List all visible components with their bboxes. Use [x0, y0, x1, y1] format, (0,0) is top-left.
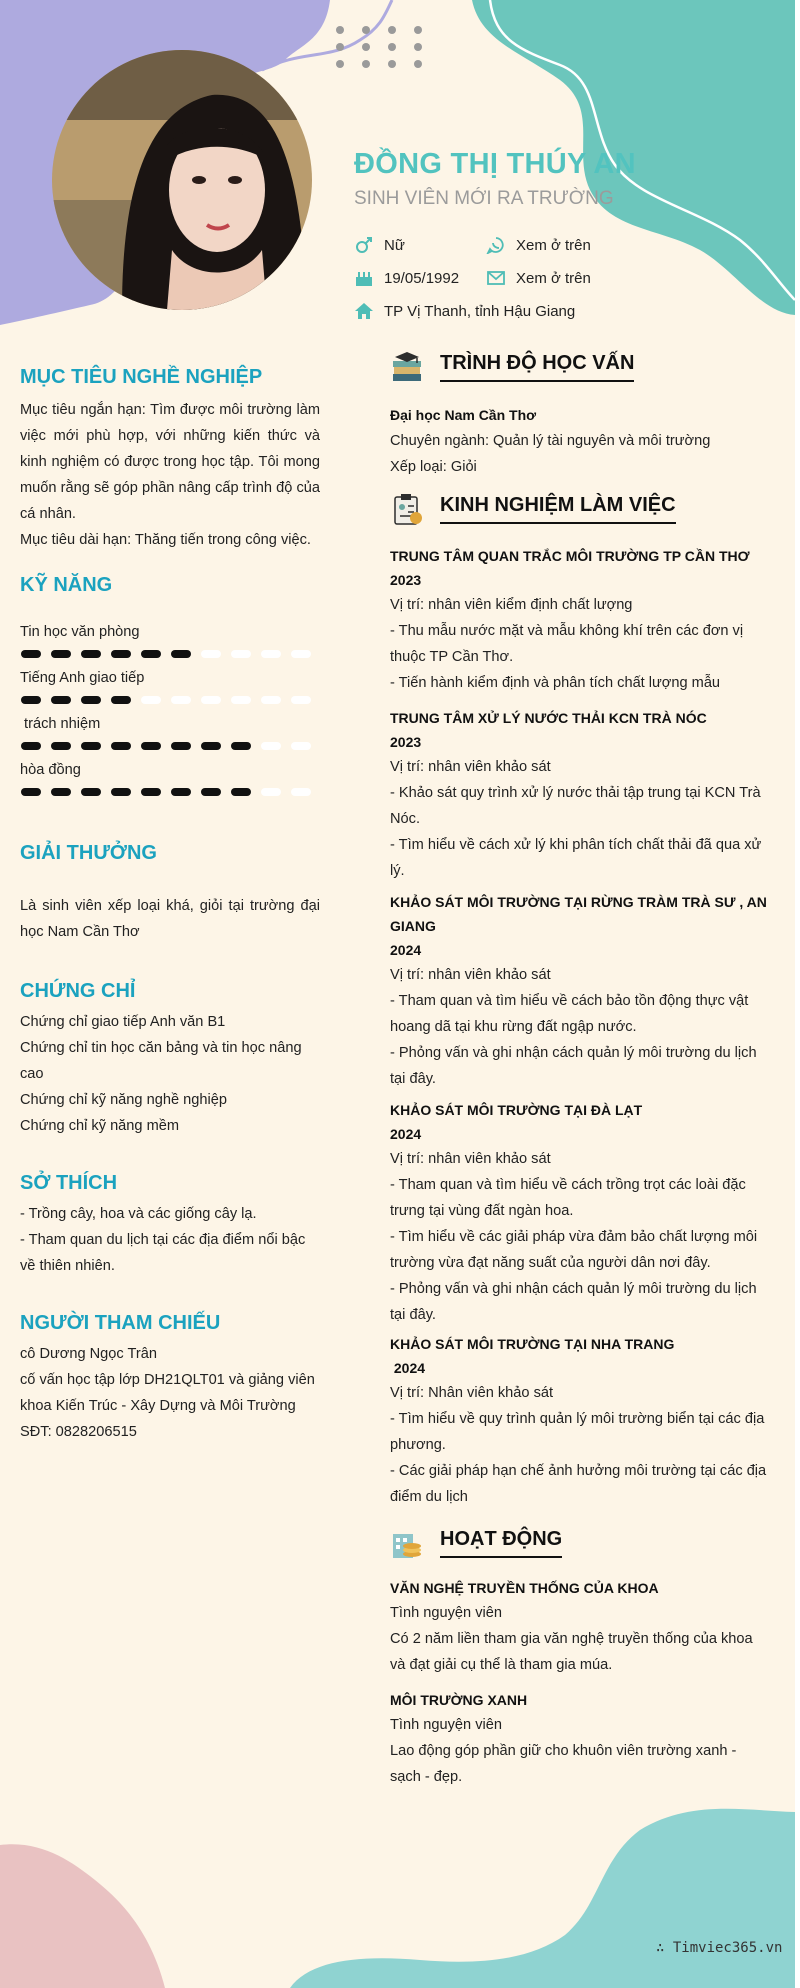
skill-dash-filled — [171, 742, 191, 750]
skill-dash-empty — [261, 650, 281, 658]
skill-dash-filled — [81, 696, 101, 704]
candidate-name: ĐỒNG THỊ THÚY AN — [354, 148, 636, 180]
reference-title: NGƯỜI THAM CHIẾU — [20, 1312, 221, 1334]
skill-dash-filled — [141, 788, 161, 796]
skill-dash-empty — [141, 696, 161, 704]
birthday-text: 19/05/1992 — [384, 269, 460, 287]
reference-line: cô Dương Ngọc Trân — [20, 1346, 157, 1362]
skill-dash-empty — [171, 696, 191, 704]
job-position: Vị trí: nhân viên khảo sát — [390, 1151, 551, 1167]
education-body — [390, 402, 768, 480]
phone-info — [486, 236, 591, 254]
coins-icon — [390, 1526, 424, 1560]
skill-dash-filled — [21, 788, 41, 796]
reference-section — [20, 1312, 320, 1445]
phone-text: Xem ở trên — [516, 236, 591, 254]
email-info — [486, 269, 591, 287]
skill-item — [20, 716, 320, 756]
skill-dash-empty — [291, 788, 311, 796]
skill-dash-filled — [81, 742, 101, 750]
job-task: - Tìm hiểu về cách xử lý khi phân tích chất thải đã qua xử lý. — [390, 837, 762, 879]
skill-dash-empty — [261, 742, 281, 750]
skill-dash-empty — [261, 696, 281, 704]
skill-dash-filled — [201, 788, 221, 796]
job-task: - Tiến hành kiểm định và phân tích chất lượng mẫu — [390, 675, 721, 691]
skill-dash-filled — [171, 788, 191, 796]
activity-desc: Có 2 năm liền tham gia văn nghệ truyền thống của khoa và đạt giải cụ thể là tham gia múa. — [390, 1631, 753, 1673]
skill-dash-empty — [291, 696, 311, 704]
reference-line: SĐT: 0828206515 — [20, 1424, 137, 1440]
job-entry — [390, 1098, 768, 1328]
job-company: KHẢO SÁT MÔI TRƯỜNG TẠI ĐÀ LẠT — [390, 1102, 643, 1118]
activities-heading — [390, 1526, 562, 1560]
skill-dash-filled — [21, 742, 41, 750]
skill-dash-filled — [81, 650, 101, 658]
job-year: 2023 — [390, 734, 422, 750]
gender-icon — [354, 236, 374, 254]
job-position: Vị trí: Nhân viên khảo sát — [390, 1385, 554, 1401]
job-task: - Tìm hiểu về quy trình quản lý môi trường biển tại các địa phương. — [390, 1411, 765, 1453]
certificate-item: Chứng chỉ kỹ năng nghề nghiệp — [20, 1092, 227, 1108]
job-year: 2024 — [390, 1360, 426, 1376]
address-info — [354, 302, 575, 320]
job-entry — [390, 1332, 768, 1510]
job-year: 2023 — [390, 572, 422, 588]
job-year: 2024 — [390, 942, 422, 958]
skill-label: trách nhiệm — [20, 716, 101, 732]
skill-level-bar — [20, 648, 320, 660]
activity-entry — [390, 1688, 768, 1790]
activity-entry — [390, 1576, 768, 1678]
job-task: - Tham quan và tìm hiểu về cách trồng trọt các loài đặc trưng tại vùng đất ngàn hoa. — [390, 1177, 746, 1219]
skill-dash-filled — [21, 650, 41, 658]
gender-text: Nữ — [384, 236, 405, 254]
profile-photo — [52, 50, 312, 310]
job-company: KHẢO SÁT MÔI TRƯỜNG TẠI NHA TRANG — [390, 1336, 675, 1352]
job-position: Vị trí: nhân viên kiểm định chất lượng — [390, 597, 633, 613]
skill-level-bar — [20, 740, 320, 752]
education-school: Đại học Nam Cần Thơ — [390, 407, 537, 423]
job-position: Vị trí: nhân viên khảo sát — [390, 967, 551, 983]
skill-level-bar — [20, 786, 320, 798]
experience-title: KINH NGHIỆM LÀM VIỆC — [440, 494, 676, 524]
skill-dash-filled — [21, 696, 41, 704]
job-company: KHẢO SÁT MÔI TRƯỜNG TẠI RỪNG TRÀM TRÀ SƯ , AN GIANG — [390, 894, 767, 934]
skills-section — [20, 574, 320, 597]
skill-dash-filled — [231, 742, 251, 750]
skill-dash-filled — [51, 788, 71, 796]
awards-section — [20, 842, 320, 945]
books-icon — [390, 350, 424, 384]
skill-dash-filled — [141, 650, 161, 658]
education-major: Chuyên ngành: Quản lý tài nguyên và môi trường — [390, 433, 711, 449]
job-year: 2024 — [390, 1126, 422, 1142]
awards-text: Là sinh viên xếp loại khá, giỏi tại trường đại học Nam Cần Thơ — [20, 898, 320, 940]
hobby-item: - Trồng cây, hoa và các giống cây lạ. — [20, 1206, 257, 1222]
skill-level-bar — [20, 694, 320, 706]
activity-name: MÔI TRƯỜNG XANH — [390, 1692, 528, 1708]
skill-dash-filled — [81, 788, 101, 796]
education-title: TRÌNH ĐỘ HỌC VẤN — [440, 352, 634, 382]
skill-dash-filled — [171, 650, 191, 658]
job-task: - Tìm hiểu về các giải pháp vừa đảm bảo chất lượng môi trường vừa đạt năng suất của người dân nơi đây. — [390, 1229, 758, 1271]
certificate-item: Chứng chỉ kỹ năng mềm — [20, 1118, 180, 1134]
job-task: - Tham quan và tìm hiểu về cách bảo tồn động thực vật hoang dã tại khu rừng đất ngập nước. — [390, 993, 749, 1035]
skill-item — [20, 670, 320, 710]
skill-dash-empty — [201, 650, 221, 658]
certificates-section — [20, 980, 320, 1139]
activity-role: Tình nguyện viên — [390, 1717, 502, 1733]
phone-chat-icon — [486, 236, 506, 254]
job-task: - Phỏng vấn và ghi nhận cách quản lý môi trường du lịch tại đây. — [390, 1045, 757, 1087]
skill-item — [20, 624, 320, 664]
skill-dash-empty — [231, 650, 251, 658]
birthday-info — [354, 269, 459, 287]
gender-info — [354, 236, 405, 254]
skill-dash-empty — [231, 696, 251, 704]
skill-label: Tiếng Anh giao tiếp — [20, 670, 145, 686]
skill-dash-empty — [291, 742, 311, 750]
certificate-item: Chứng chỉ giao tiếp Anh văn B1 — [20, 1014, 226, 1030]
skills-title: KỸ NĂNG — [20, 574, 113, 596]
job-task: - Thu mẫu nước mặt và mẫu không khí trên các đơn vị thuộc TP Cần Thơ. — [390, 623, 744, 665]
experience-heading — [390, 492, 676, 526]
reference-line: cố vấn học tập lớp DH21QLT01 và giảng viên khoa Kiến Trúc - Xây Dựng và Môi Trường — [20, 1372, 315, 1414]
skill-dash-filled — [111, 650, 131, 658]
career-title: MỤC TIÊU NGHỀ NGHIỆP — [20, 366, 263, 388]
job-entry — [390, 544, 768, 696]
certificates-title: CHỨNG CHỈ — [20, 980, 136, 1002]
skill-dash-empty — [291, 650, 311, 658]
career-section — [20, 366, 320, 553]
activity-role: Tình nguyện viên — [390, 1605, 502, 1621]
email-text: Xem ở trên — [516, 269, 591, 287]
job-entry — [390, 890, 768, 1092]
job-entry — [390, 706, 768, 884]
skill-dash-filled — [231, 788, 251, 796]
awards-title: GIẢI THƯỞNG — [20, 842, 157, 864]
job-company: TRUNG TÂM XỬ LÝ NƯỚC THẢI KCN TRÀ NÓC — [390, 710, 707, 726]
watermark: ∴ Timviec365.vn — [656, 1940, 783, 1956]
skill-dash-filled — [51, 650, 71, 658]
education-heading — [390, 350, 634, 384]
job-task: - Khảo sát quy trình xử lý nước thải tập trung tại KCN Trà Nóc. — [390, 785, 761, 827]
job-task: - Phỏng vấn và ghi nhận cách quản lý môi trường du lịch tại đây. — [390, 1281, 757, 1323]
skill-dash-filled — [201, 742, 221, 750]
job-company: TRUNG TÂM QUAN TRẮC MÔI TRƯỜNG TP CẦN THƠ — [390, 548, 750, 564]
skill-dash-filled — [51, 696, 71, 704]
home-icon — [354, 302, 374, 320]
skill-label: Tin học văn phòng — [20, 624, 140, 640]
hobbies-title: SỞ THÍCH — [20, 1172, 118, 1194]
candidate-role: SINH VIÊN MỚI RA TRƯỜNG — [354, 188, 614, 209]
skill-dash-empty — [261, 788, 281, 796]
skill-dash-empty — [201, 696, 221, 704]
activity-desc: Lao động góp phần giữ cho khuôn viên trường xanh - sạch - đẹp. — [390, 1743, 737, 1785]
job-position: Vị trí: nhân viên khảo sát — [390, 759, 551, 775]
activity-name: VĂN NGHỆ TRUYỀN THỐNG CỦA KHOA — [390, 1580, 659, 1596]
career-short-term: Mục tiêu ngắn hạn: Tìm được môi trường làm việc mới phù hợp, với những kiến thức và kinh nghiệm có được trong học tập. Tôi mong muốn rằng sẽ góp phần nâng cấp trình độ của cá nhân. — [20, 402, 320, 522]
skill-dash-filled — [141, 742, 161, 750]
hobby-item: - Tham quan du lịch tại các địa điểm nổi bậc về thiên nhiên. — [20, 1232, 306, 1274]
skill-dash-filled — [111, 788, 131, 796]
cake-icon — [354, 269, 374, 287]
clipboard-icon — [390, 492, 424, 526]
certificate-item: Chứng chỉ tin học căn bảng và tin học nâng cao — [20, 1040, 302, 1082]
activities-title: HOẠT ĐỘNG — [440, 1528, 562, 1558]
skill-dash-filled — [51, 742, 71, 750]
skill-item — [20, 762, 320, 802]
education-rank: Xếp loại: Giỏi — [390, 459, 477, 475]
skill-label: hòa đồng — [20, 762, 81, 778]
hobbies-section — [20, 1172, 320, 1279]
skill-dash-filled — [111, 696, 131, 704]
address-text: TP Vị Thanh, tỉnh Hậu Giang — [384, 302, 576, 320]
job-task: - Các giải pháp hạn chế ảnh hưởng môi trường tại các địa điểm du lịch — [390, 1463, 767, 1505]
career-long-term: Mục tiêu dài hạn: Thăng tiến trong công việc. — [20, 532, 311, 548]
envelope-icon — [486, 269, 506, 287]
skill-dash-filled — [111, 742, 131, 750]
